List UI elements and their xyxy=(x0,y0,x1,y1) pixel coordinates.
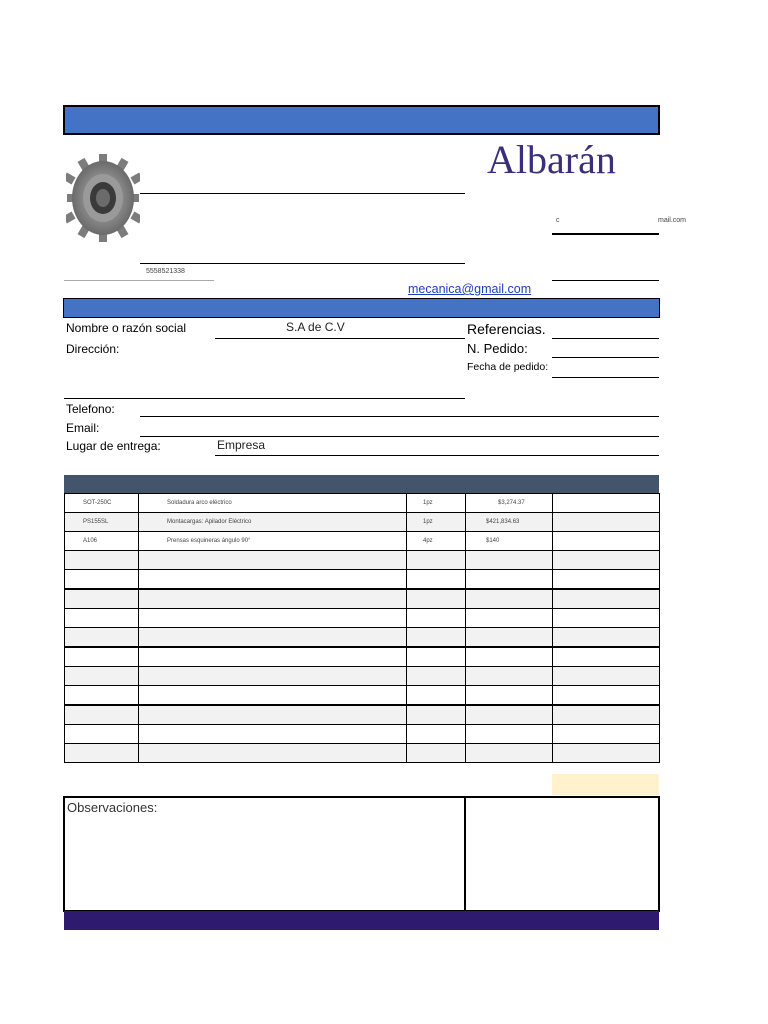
name-line xyxy=(215,338,465,339)
table-row xyxy=(65,705,660,725)
items-section-bar xyxy=(64,475,659,493)
delivery-line xyxy=(215,455,659,456)
table-row xyxy=(65,628,660,648)
item-total xyxy=(553,494,660,513)
table-row xyxy=(65,725,660,744)
table-row xyxy=(65,513,660,532)
address-label: Dirección: xyxy=(66,342,120,356)
contact-mail-left: c xyxy=(556,217,560,224)
phone-label: Telefono: xyxy=(66,402,115,416)
header-bar xyxy=(63,105,660,135)
items-table xyxy=(64,493,660,763)
references-label: Referencias. xyxy=(467,321,546,337)
footer-bar xyxy=(64,911,659,930)
document-title: Albarán xyxy=(487,137,616,182)
order-number-label: N. Pedido: xyxy=(467,341,528,356)
total-cell xyxy=(552,774,659,795)
item-qty: 1pz xyxy=(407,513,466,532)
delivery-label: Lugar de entrega: xyxy=(66,439,161,453)
table-row xyxy=(65,686,660,706)
contact-line-1 xyxy=(552,233,659,235)
table-row xyxy=(65,570,660,590)
table-row xyxy=(65,532,660,551)
item-price: $3,274.37 xyxy=(466,494,553,513)
company-line-1 xyxy=(140,193,465,194)
table-row xyxy=(65,589,660,609)
company-line-2 xyxy=(140,263,465,264)
item-price: $140 xyxy=(466,532,553,551)
table-row xyxy=(65,744,660,763)
email-line xyxy=(140,436,659,437)
item-description: Montacargas: Apilador Eléctrico xyxy=(139,513,407,532)
references-line xyxy=(552,338,659,339)
order-date-line xyxy=(552,377,659,378)
order-date-label: Fecha de pedido: xyxy=(467,361,549,373)
email-label: Email: xyxy=(66,421,100,435)
name-value: S.A de C.V xyxy=(286,320,345,334)
item-code: SOT-250C xyxy=(65,494,139,513)
table-row xyxy=(65,647,660,667)
item-total xyxy=(553,532,660,551)
table-row xyxy=(65,667,660,686)
item-description: Soldadura arco eléctrico xyxy=(139,494,407,513)
company-email-link[interactable]: mecanica@gmail.com xyxy=(408,282,532,296)
item-price: $421,834.63 xyxy=(466,513,553,532)
address-line xyxy=(64,398,465,399)
notes-side-box xyxy=(464,796,660,912)
item-qty: 4pz xyxy=(407,532,466,551)
company-line-3 xyxy=(64,280,214,281)
notes-label: Observaciones: xyxy=(67,800,158,815)
item-code: A106 xyxy=(65,532,139,551)
item-total xyxy=(553,513,660,532)
name-label: Nombre o razón social xyxy=(66,321,187,335)
item-qty: 1pz xyxy=(407,494,466,513)
company-phone: 5558521338 xyxy=(146,268,185,275)
contact-line-2 xyxy=(552,280,659,281)
contact-mail-right: mail.com xyxy=(658,217,687,224)
client-section-bar xyxy=(63,298,660,318)
table-row xyxy=(65,494,660,513)
table-row xyxy=(65,551,660,570)
phone-line xyxy=(140,416,659,417)
order-number-line xyxy=(552,357,659,358)
item-code: PS155SL xyxy=(65,513,139,532)
delivery-value: Empresa xyxy=(217,438,266,452)
item-description: Prensas esquineras ángulo 90° xyxy=(139,532,407,551)
gear-icon xyxy=(66,152,140,244)
table-row xyxy=(65,609,660,628)
